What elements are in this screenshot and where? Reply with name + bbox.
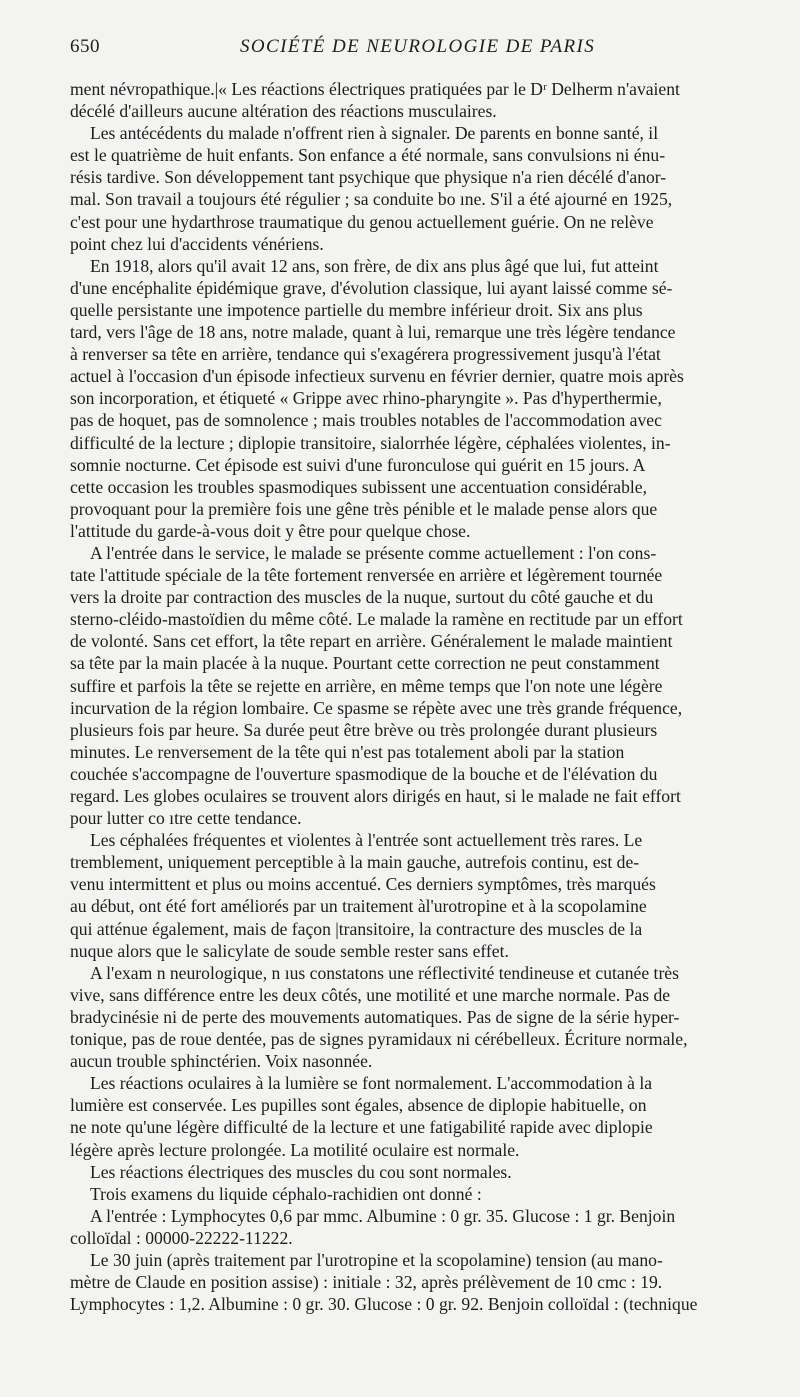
text-line: Les céphalées fréquentes et violentes à l'entrée sont actuellement très rares. Le [90,830,643,851]
text-line: minutes. Le renversement de la tête qui n'est pas totalement aboli par la station [70,741,625,762]
paragraph [70,1249,784,1315]
text-line: incurvation de la région lombaire. Ce spasme se répète avec une très grande fréquence, [70,697,683,718]
text-line: sa tête par la main placée à la nuque. Pourtant cette correction ne peut constamment [70,653,660,674]
paragraph [70,542,784,829]
text-line: actuel à l'occasion d'un épisode infectieux survenu en février dernier, quatre mois après [70,366,684,387]
text-line: bradycinésie ni de perte des mouvements automatiques. Pas de signe de la série hyper- [70,1006,680,1027]
text-line: venu intermittent et plus ou moins accentué. Ces derniers symptômes, très marqués [70,874,656,895]
text-line: vive, sans différence entre les deux côtés, une motilité et une marche normale. Pas de [70,984,671,1005]
text-line: plusieurs fois par heure. Sa durée peut être brève ou très prolongée durant plusieurs [70,719,658,740]
text-line: En 1918, alors qu'il avait 12 ans, son frère, de dix ans plus âgé que lui, fut atteint [90,255,659,276]
text-line: à renverser sa tête en arrière, tendance qui s'exagérera progressivement jusqu'à l'état [70,344,661,365]
text-line: Lymphocytes : 1,2. Albumine : 0 gr. 30. Glucose : 0 gr. 92. Benjoin colloïdal : (technique [70,1294,698,1315]
text-line: point chez lui d'accidents vénériens. [70,233,324,254]
text-line: mal. Son travail a toujours été régulier ; sa conduite bo ıne. S'il a été ajourné en 1925, [70,189,673,210]
text-line: sterno-cléido-mastoïdien du même côté. Le malade la ramène en rectitude par un effort [70,609,683,630]
text-line: somnie nocturne. Cet épisode est suivi d'une furonculose qui guérit en 15 jours. A [70,454,646,475]
page-header [70,36,784,76]
text-line: ment névropathique.|« Les réactions électriques pratiquées par le Dʳ Delherm n'avaient [70,79,680,99]
text-line: tate l'attitude spéciale de la tête fortement renversée en arrière et légèrement tournée [70,565,663,586]
text-line: lumière est conservée. Les pupilles sont égales, absence de diplopie habituelle, on [70,1095,647,1116]
paragraph [70,255,784,542]
text-line: Les réactions électriques des muscles du cou sont normales. [90,1161,512,1182]
paragraph [70,1161,784,1183]
text-line: c'est pour une hydarthrose traumatique du genou actuellement guérie. On ne relève [70,211,654,232]
paragraph [70,962,784,1072]
text-line: nuque alors que le salicylate de soude semble rester sans effet. [70,940,509,961]
text-line: colloïdal : 00000-22222-11222. [70,1227,293,1248]
text-line: tremblement, uniquement perceptible à la main gauche, autrefois continu, est de- [70,852,640,873]
text-line: qui atténue également, mais de façon |transitoire, la contracture des muscles de la [70,918,643,939]
text-line: A l'entrée : Lymphocytes 0,6 par mmc. Albumine : 0 gr. 35. Glucose : 1 gr. Benjoin [90,1205,676,1226]
text-line: mètre de Claude en position assise) : initiale : 32, après prélèvement de 10 cmc : 19. [70,1272,663,1293]
text-line: tard, vers l'âge de 18 ans, notre malade, quant à lui, remarque une très légère tendance [70,322,676,343]
text-line: vers la droite par contraction des muscles de la nuque, surtout du côté gauche et du [70,587,654,608]
text-line: Le 30 juin (après traitement par l'urotropine et la scopolamine) tension (au mano- [90,1249,663,1270]
text-line: quelle persistante une impotence partielle du membre inférieur droit. Six ans plus [70,299,643,320]
paragraph [70,78,784,122]
text-line: provoquant pour la première fois une gêne très pénible et le malade pense alors que [70,498,658,519]
text-line: tonique, pas de roue dentée, pas de signes pyramidaux ni cérébelleux. Écriture normale, [70,1029,688,1050]
text-line: Trois examens du liquide céphalo-rachidien ont donné : [90,1183,482,1204]
text-line: cette occasion les troubles spasmodiques subissent une accentuation considérable, [70,476,648,497]
page-number: 650 [70,36,100,57]
text-line: d'une encéphalite épidémique grave, d'évolution classique, lui ayant laissé comme sé- [70,277,673,298]
text-line: son incorporation, et étiqueté « Grippe avec rhino-pharyngite ». Pas d'hyperthermie, [70,388,662,409]
body-text [70,78,784,1315]
paragraph [70,1183,784,1205]
text-line: Les antécédents du malade n'offrent rien à signaler. De parents en bonne santé, il [90,123,659,144]
text-line: décélé d'ailleurs aucune altération des réactions musculaires. [70,101,497,122]
text-line: aucun trouble sphinctérien. Voix nasonnée. [70,1051,373,1072]
text-line: au début, ont été fort améliorés par un traitement àl'urotropine et à la scopolamine [70,896,647,917]
text-line: ne note qu'une légère difficulté de la lecture et une fatigabilité rapide avec diplopie [70,1117,653,1138]
paragraph [70,829,784,962]
text-line: A l'exam n neurologique, n ıus constatons une réflectivité tendineuse et cutanée très [90,962,679,983]
text-line: de volonté. Sans cet effort, la tête repart en arrière. Généralement le malade maintient [70,631,673,652]
text-line: Les réactions oculaires à la lumière se font normalement. L'accommodation à la [90,1073,653,1094]
text-line: légère après lecture prolongée. La motilité oculaire est normale. [70,1139,520,1160]
text-line: l'attitude du garde-à-vous doit y être pour quelque chose. [70,520,471,541]
text-line: est le quatrième de huit enfants. Son enfance a été normale, sans convulsions ni énu- [70,145,666,166]
text-line: pour lutter co ıtre cette tendance. [70,808,302,829]
text-line: couchée s'accompagne de l'ouverture spasmodique de la bouche et de l'élévation du [70,763,658,784]
text-line: A l'entrée dans le service, le malade se présente comme actuellement : l'on cons- [90,542,657,563]
running-title: SOCIÉTÉ DE NEUROLOGIE DE PARIS [240,36,596,57]
paragraph [70,1205,784,1249]
text-line: regard. Les globes oculaires se trouvent alors dirigés en haut, si le malade ne fait effort [70,786,681,806]
paragraph [70,122,784,255]
text-line: difficulté de la lecture ; diplopie transitoire, sialorrhée légère, céphalées violentes, in- [70,432,671,453]
text-line: suffire et parfois la tête se rejette en arrière, en même temps que l'on note une légère [70,675,663,696]
text-line: résis tardive. Son développement tant psychique que physique n'a rien décélé d'anor- [70,167,667,188]
paragraph [70,1072,784,1160]
text-line: pas de hoquet, pas de somnolence ; mais troubles notables de l'accommodation avec [70,410,662,431]
